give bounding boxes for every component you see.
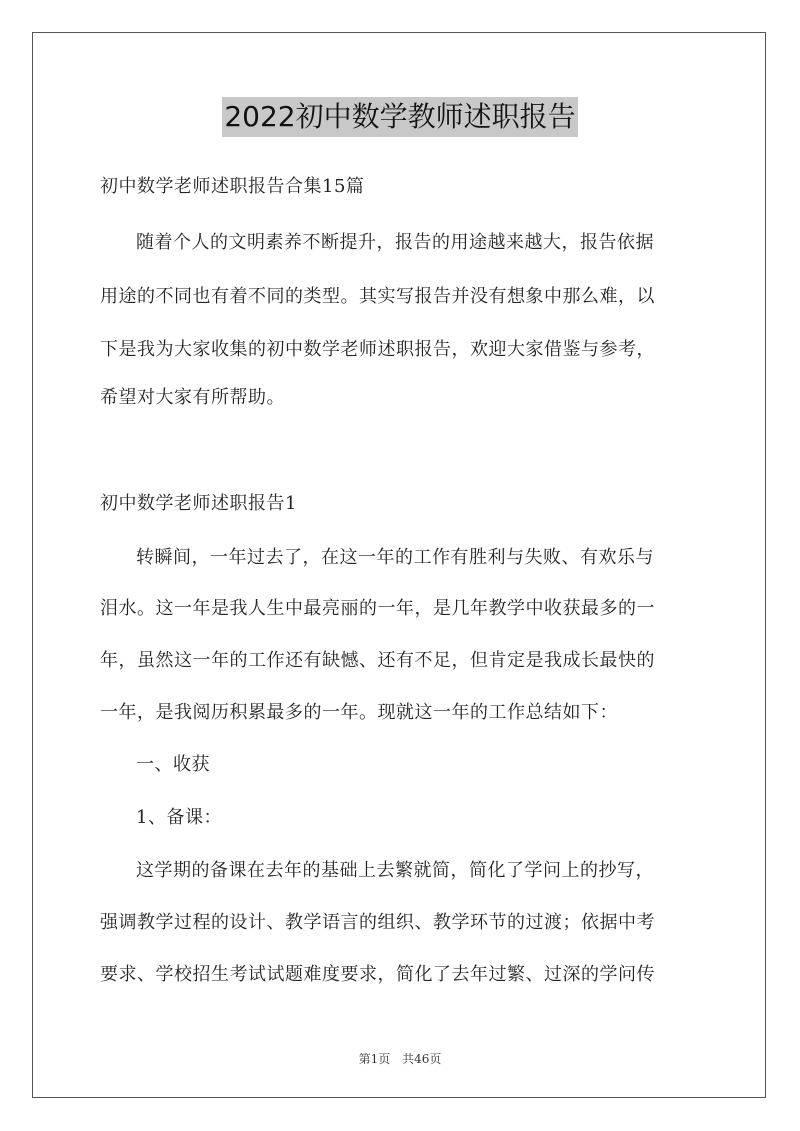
page-footer: [0, 1050, 800, 1067]
subheading-lesson-prep: 1、备课：: [136, 807, 222, 828]
collection-subtitle: 初中数学老师述职报告合集15篇: [100, 176, 365, 197]
body-paragraph-line: 强调教学过程的设计、教学语言的组织、教学环节的过渡；依据中考: [100, 912, 655, 933]
body-paragraph-line: 一年，是我阅历积累最多的一年。现就这一年的工作总结如下：: [100, 702, 618, 723]
body-paragraph-line: 要求、学校招生考试试题难度要求，简化了去年过繁、过深的学问传: [100, 964, 655, 985]
intro-paragraph-line: 用途的不同也有着不同的类型。其实写报告并没有想象中那么难，以: [100, 286, 655, 307]
body-paragraph-line: 泪水。这一年是我人生中最亮丽的一年，是几年教学中收获最多的一: [100, 598, 655, 619]
page-number: 第1页: [358, 1052, 391, 1066]
body-paragraph-line: 年，虽然这一年的工作还有缺憾、还有不足，但肯定是我成长最快的: [100, 650, 655, 671]
body-paragraph-line: 这学期的备课在去年的基础上去繁就简，简化了学问上的抄写，: [136, 860, 654, 881]
page-total: 共46页: [402, 1052, 442, 1066]
intro-paragraph-line: 随着个人的文明素养不断提升，报告的用途越来越大，报告依据: [136, 232, 654, 253]
subheading-harvest: 一、收获: [136, 754, 210, 775]
document-title: 2022初中数学教师述职报告: [0, 96, 800, 137]
intro-paragraph-line: 希望对大家有所帮助。: [100, 387, 285, 408]
body-paragraph-line: 转瞬间，一年过去了，在这一年的工作有胜利与失败、有欢乐与: [136, 547, 654, 568]
intro-paragraph-line: 下是我为大家收集的初中数学老师述职报告，欢迎大家借鉴与参考，: [100, 339, 655, 360]
section-heading: 初中数学老师述职报告1: [100, 493, 297, 514]
